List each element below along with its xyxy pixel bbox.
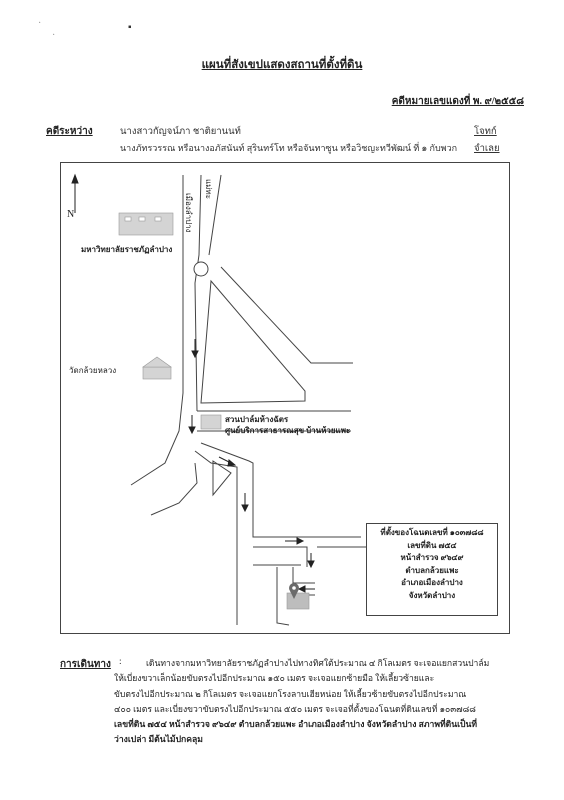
side-road-upper-2 (221, 267, 353, 363)
road-label-mae-tha: แม่ทะ (204, 179, 213, 199)
temple-label: วัดกล้วยหลวง (69, 366, 117, 375)
landmark-label-palm: สวนปาล์มห้างฉัตร (225, 415, 289, 424)
defendant-names: นางภัทรวรรณ หรือนางอภัสนันท์ สุรินทร์โท หรือจันทาซูน หรือวิชญะทวีพัฒน์ ที่ ๑ กับพวก (120, 143, 458, 153)
scan-speck: · (38, 18, 42, 29)
document-title: แผนที่สังเขปแสดงสถานที่ตั้งที่ดิน (201, 59, 363, 71)
info-province: จังหวัดลำปาง (408, 590, 456, 600)
temple-building (143, 367, 171, 379)
north-arrowhead (72, 175, 78, 183)
info-land-number: เลขที่ดิน ๗๕๔ (407, 540, 457, 550)
road-label-lampang: เมืองลำปาง (184, 193, 193, 233)
landmark-building (201, 415, 221, 429)
directions-text (114, 656, 490, 748)
university-building (119, 213, 173, 235)
landmark-label-health-center: ศูนย์บริการสาธารณสุข บ้านห้วยแพะ (225, 426, 351, 435)
lower-road-top (253, 547, 307, 567)
info-district: อำเภอเมืองลำปาง (401, 578, 463, 587)
triangle-island (201, 281, 305, 403)
roundabout (194, 262, 208, 276)
plaintiff-role: โจทก์ (474, 127, 497, 137)
scan-speck: ▪ (128, 22, 132, 33)
branch-left-edge (195, 451, 237, 625)
case-number: คดีหมายเลขแดงที่ พ. ๙/๒๕๕๘ (391, 96, 524, 107)
directions-colon: : (119, 657, 122, 667)
branch-right-edge (201, 443, 361, 537)
scan-speck: · (52, 30, 56, 41)
north-label: N (67, 209, 75, 220)
info-survey-page: หน้าสำรวจ ๙๖๔๙ (400, 553, 464, 562)
directions-line: เดินทางจากมหาวิทยาลัยราชภัฏลำปางไปทางทิศใต้ประมาณ ๔ กิโลเมตร จะเจอแยกสวนปาล์ม (146, 658, 490, 668)
plaintiff-name: นางสาวกัญจน์ภา ชาติยานนท์ (120, 127, 241, 137)
land-title-info-box (366, 523, 498, 616)
defendant-role: จำเลย (474, 144, 500, 154)
parties-label: คดีระหว่าง (46, 126, 93, 137)
access-road-right (293, 567, 315, 583)
directions-line: ๔๐๐ เมตร และเบี่ยงขวาขับตรงไปอีกประมาณ ๕๕๐ เมตร จะเจอที่ตั้งของโฉนดที่ดินเลขที่ ๑๐๓๗๘๘ (114, 703, 476, 714)
directions-line: เลขที่ดิน ๗๕๔ หน้าสำรวจ ๙๖๔๙ ตำบลกล้วยแพะ อำเภอเมืองลำปาง จังหวัดลำปาง สภาพที่ดินเป็นที่ (114, 719, 478, 730)
info-subdistrict: ตำบลกล้วยแพะ (405, 565, 459, 575)
info-title-deed: ที่ตั้งของโฉนดเลขที่ ๑๐๓๗๘๘ (380, 528, 484, 537)
university-label: มหาวิทยาลัยราชภัฏลำปาง (81, 245, 173, 254)
main-road-right-edge (195, 175, 201, 411)
directions-label: การเดินทาง (60, 659, 111, 670)
land-plot-photo (287, 593, 309, 609)
directions-line: ว่างเปล่า มีต้นไม้ปกคลุม (114, 734, 203, 745)
directions-line: ให้เบี่ยงขวาเล็กน้อยขับตรงไปอีกประมาณ ๑๕๐ เมตร จะเจอแยกซ้ายมือ ให้เลี้ยวซ้ายและ (114, 673, 435, 684)
directions-line: ขับตรงไปอีกประมาณ ๒ กิโลเมตร จะเจอแยกโรงลาบเฮียหน่อย ให้เลี้ยวซ้ายขับตรงไปอีกประมาณ (114, 688, 467, 699)
branch-curve (151, 463, 197, 515)
